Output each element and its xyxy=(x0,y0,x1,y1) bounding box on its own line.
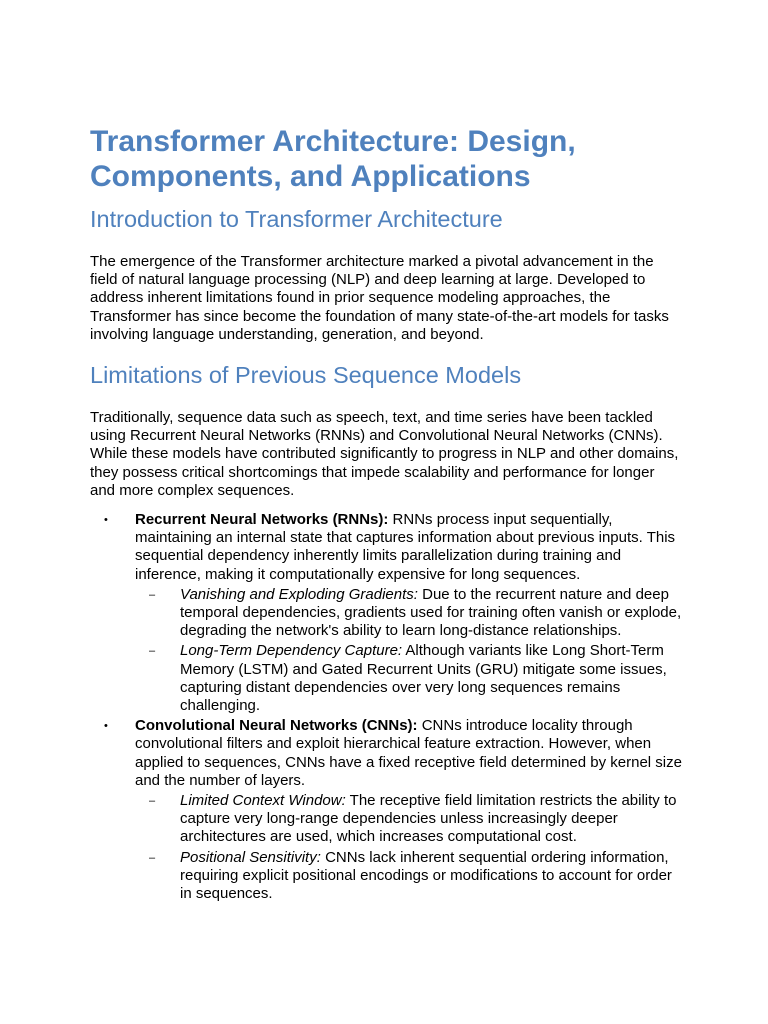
bullet-term-rnns: Recurrent Neural Networks (RNNs): xyxy=(135,511,389,529)
section-heading-introduction: Introduction to Transformer Architecture xyxy=(90,206,503,232)
sub-text-vanishing-gradients: Due to the recurrent nature and deep temporal dependencies, gradients used for training often vanish or explode, degrading the network's ability to learn long-distance relationships. xyxy=(180,585,682,640)
sub-term-long-term-dependency: Long-Term Dependency Capture: xyxy=(180,642,403,660)
cnns-sub-list xyxy=(135,792,682,903)
bullet-item-cnns xyxy=(90,717,682,903)
sub-term-limited-context: Limited Context Window: xyxy=(180,792,346,810)
sub-item-vanishing-gradients xyxy=(135,586,682,641)
sub-item-limited-context xyxy=(135,792,682,847)
sub-item-positional-sensitivity xyxy=(135,849,682,904)
sub-text-long-term-dependency: Although variants like Long Short-Term Memory (LSTM) and Gated Recurrent Units (GRU) mitigate some issues, capturing distant dependencies over very long sequences remains challenging. xyxy=(180,642,667,715)
bullet-text-cnns: CNNs introduce locality through convolutional filters and exploit hierarchical feature extraction. However, when applied to sequences, CNNs have a fixed receptive field determined by kernel size and the number of layers. xyxy=(135,717,682,789)
limitations-bullet-list xyxy=(90,511,682,903)
bullet-text-rnns: RNNs process input sequentially, maintaining an internal state that captures information about previous inputs. This sequential dependency inherently limits parallelization during training and inference, making it computationally expensive for long sequences. xyxy=(135,511,676,583)
sub-item-long-term-dependency xyxy=(135,642,682,715)
document-content xyxy=(90,124,682,905)
section-heading-limitations: Limitations of Previous Sequence Models xyxy=(90,362,522,389)
sub-text-limited-context: The receptive field limitation restricts the ability to capture very long-range dependencies unless increasingly deeper architectures are used, which increases computational cost. xyxy=(180,792,677,846)
bullet-item-rnns xyxy=(90,511,682,715)
document-title: Transformer Architecture: Design, Components, and Applications xyxy=(90,125,576,193)
limitations-paragraph: Traditionally, sequence data such as speech, text, and time series have been tackled using Recurrent Neural Networks (RNNs) and Convolutional Neural Networks (CNNs). While these models have contributed significantly to progress in NLP and other domains, they possess critical shortcomings that impede scalability and performance for longer and more complex sequences. xyxy=(90,409,679,499)
sub-text-positional-sensitivity: CNNs lack inherent sequential ordering information, requiring explicit positional encodings or modifications to account for order in sequences. xyxy=(180,848,672,903)
introduction-paragraph: The emergence of the Transformer architecture marked a pivotal advancement in the field of natural language processing (NLP) and deep learning at large. Developed to address inherent limitations found in prior sequence modeling approaches, the Transformer has since become the foundation of many state-of-the-art models for tasks involving language understanding, generation, and beyond. xyxy=(90,253,669,343)
rnns-sub-list xyxy=(135,586,682,715)
sub-term-positional-sensitivity: Positional Sensitivity: xyxy=(180,848,321,866)
bullet-term-cnns: Convolutional Neural Networks (CNNs): xyxy=(135,717,418,735)
sub-term-vanishing-gradients: Vanishing and Exploding Gradients: xyxy=(180,585,418,603)
